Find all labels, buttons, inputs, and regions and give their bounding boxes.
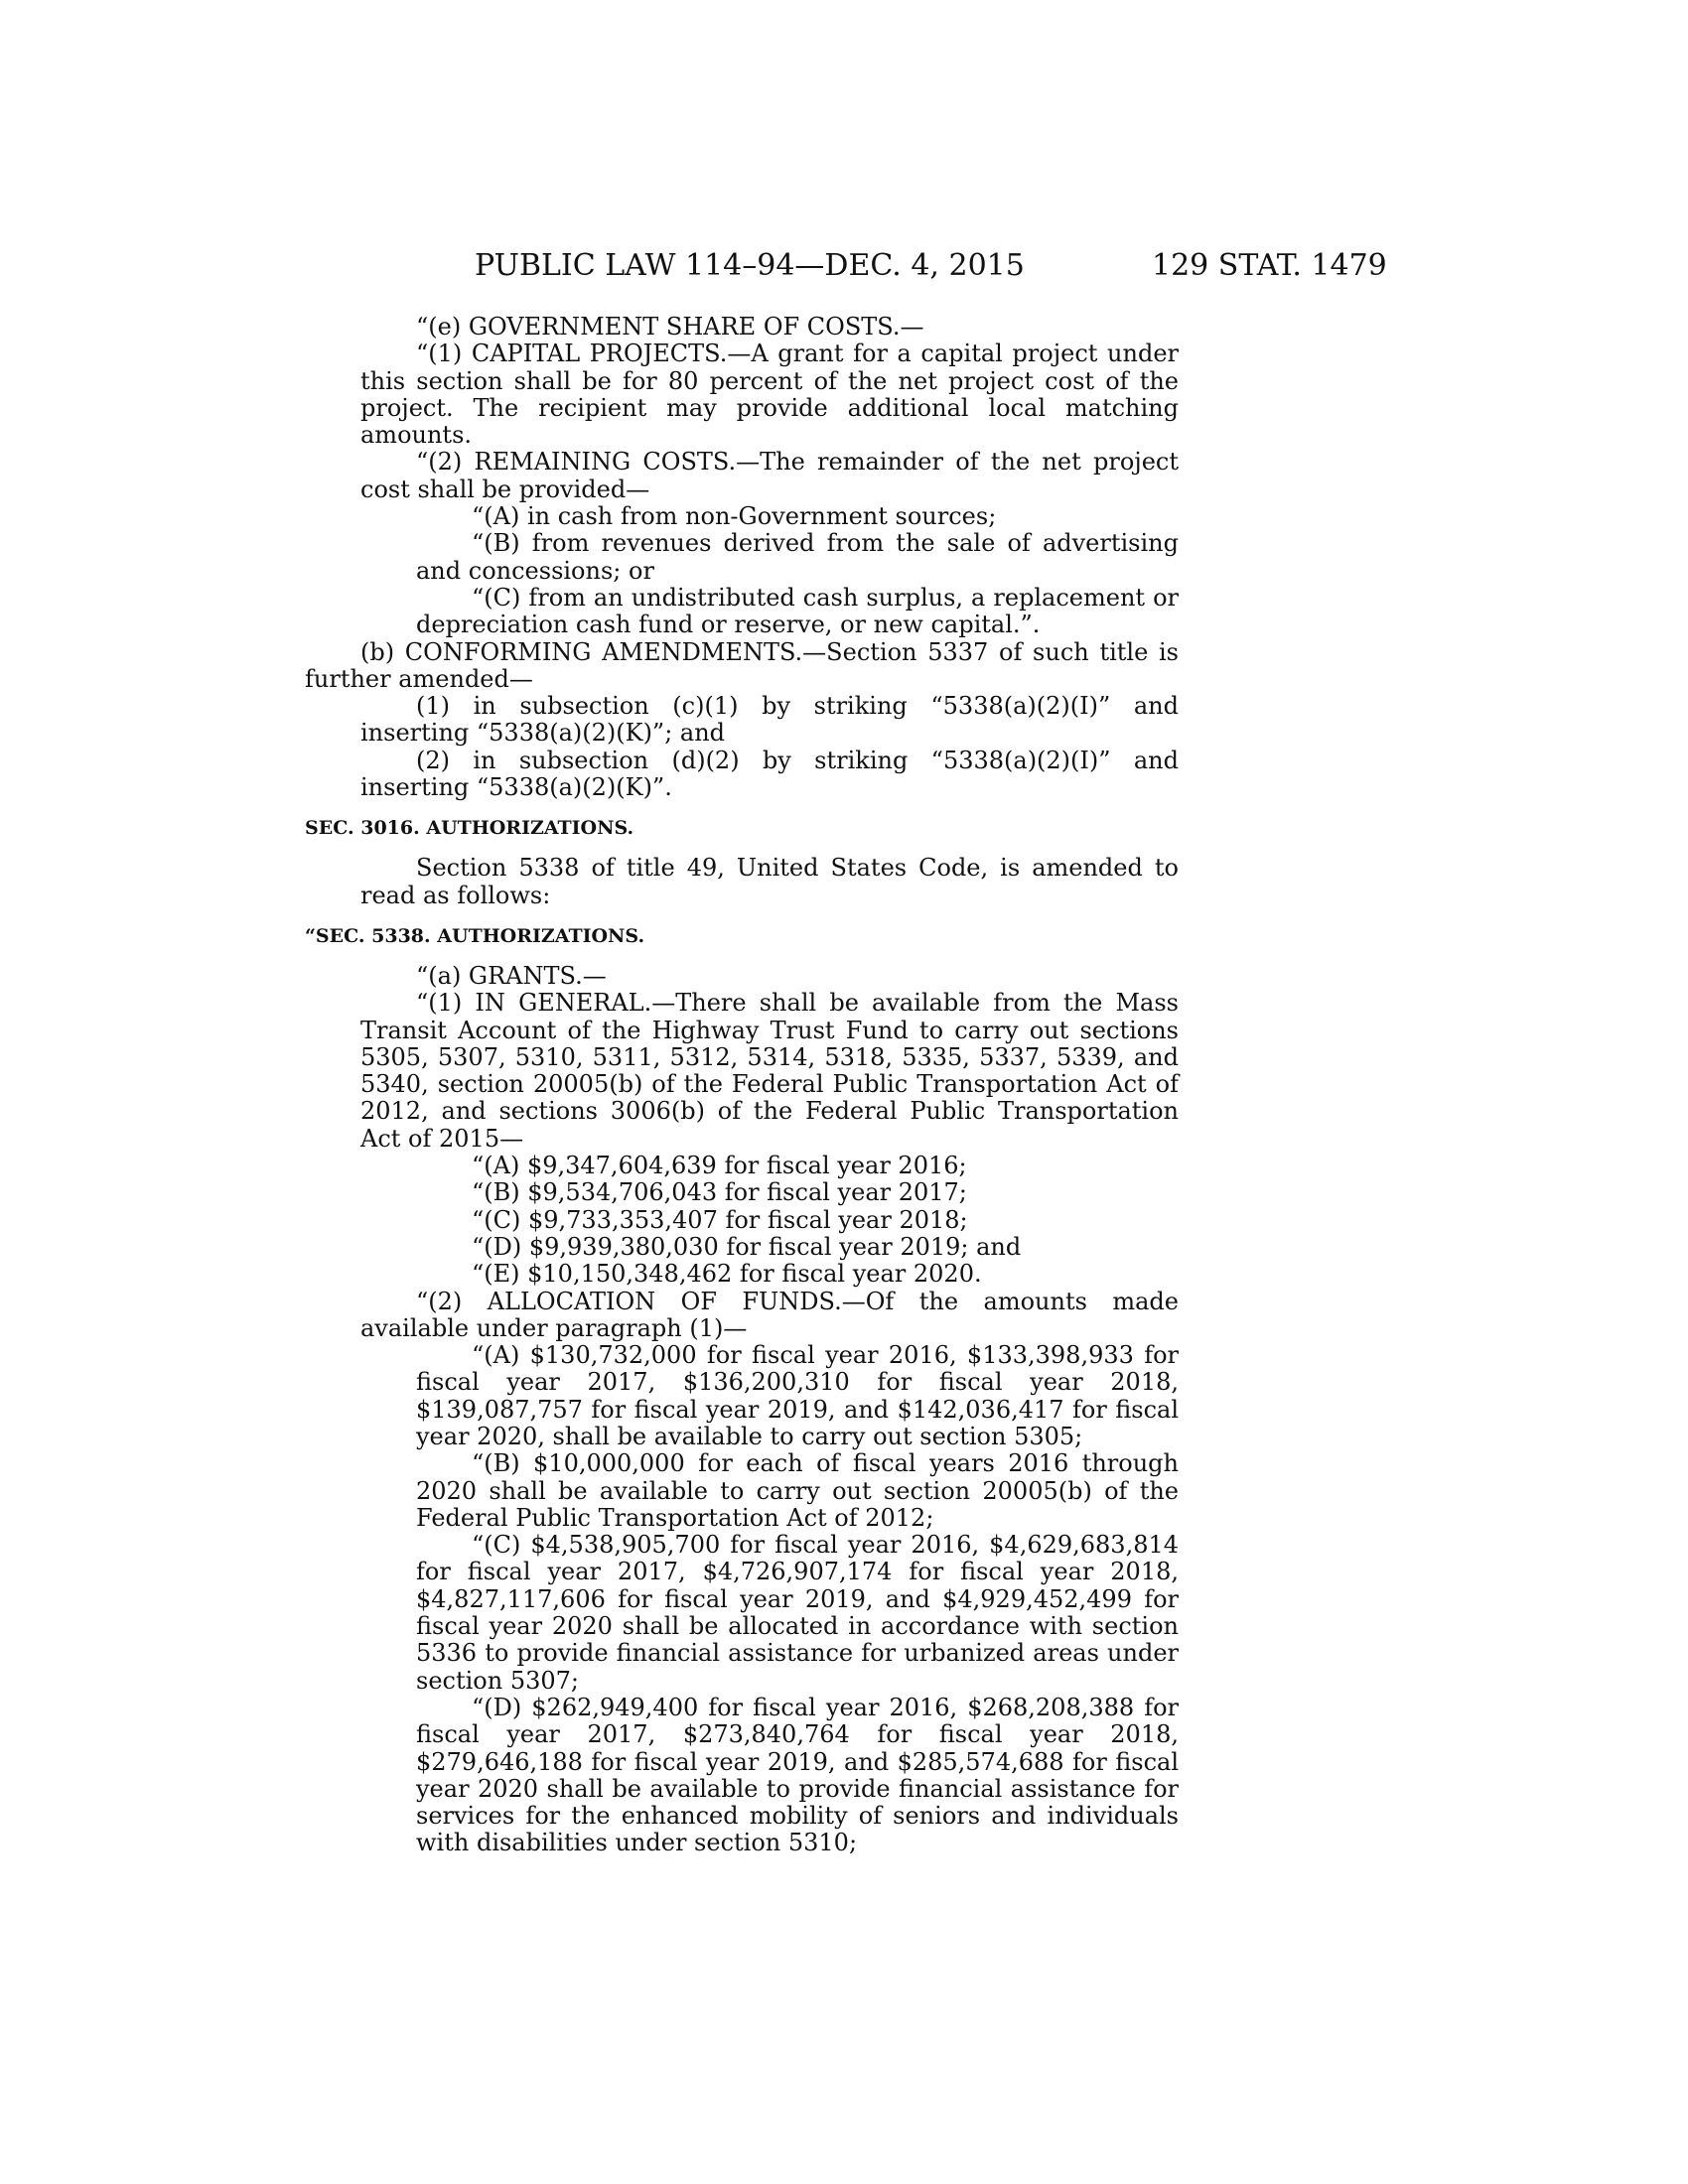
paragraph-a1c: “(C) $9,733,353,407 for fiscal year 2018; (472, 1205, 968, 1234)
paragraph-a2b: “(B) $10,000,000 for each of fiscal years 2016 through 2020 shall be available to carry out section 20005(b) of the Federal Public Transportation Act of 2012; (416, 1449, 1179, 1532)
paragraph-e2-remaining-costs: “(2) REMAINING COSTS.—The remainder of the net project cost shall be provided— (360, 448, 1179, 503)
paragraph-a1-in-general: “(1) IN GENERAL.—There shall be available from the Mass Transit Account of the Highway Trust Fund to carry out sections 5305, 5307, 5310, 5311, 5312, 5314, 5318, 5335, 5337, 5339, and 5340, section 20005(b) of the Federal Public Transportation Act of 2012, and sections 3006(b) of the Federal Public Transportation Act of 2015— (360, 989, 1179, 1153)
paragraph-e-heading: “(e) GOVERNMENT SHARE OF COSTS.— (416, 313, 924, 341)
paragraph-e2c: “(C) from an undistributed cash surplus, a replacement or depreciation cash fund or reserve, or new capital.”. (416, 583, 1179, 639)
paragraph-a-grants: “(a) GRANTS.— (416, 961, 607, 990)
running-head-title: PUBLIC LAW 114–94—DEC. 4, 2015 (475, 248, 1025, 283)
document-body (305, 314, 1179, 1857)
paragraph-e2b: “(B) from revenues derived from the sale of advertising and concessions; or (416, 529, 1179, 585)
paragraph-b-conforming: (b) CONFORMING AMENDMENTS.—Section 5337 of such title is further amended— (305, 637, 1179, 693)
paragraph-a2c: “(C) $4,538,905,700 for fiscal year 2016, $4,629,683,814 for fiscal year 2017, $4,726,907,174 for fiscal year 2018, $4,827,117,606 for fiscal year 2019, and $4,929,452,499 for fiscal year 2020 shall be allocated in accordance with section 5336 to provide financial assistance for urbanized areas under section 5307; (416, 1531, 1179, 1695)
paragraph-b2: (2) in subsection (d)(2) by striking “5338(a)(2)(I)” and inserting “5338(a)(2)(K)”. (360, 746, 1179, 802)
paragraph-a1d: “(D) $9,939,380,030 for fiscal year 2019; and (472, 1232, 1022, 1261)
paragraph-section-5338-intro: Section 5338 of title 49, United States Code, is amended to read as follows: (360, 854, 1179, 909)
paragraph-a1b: “(B) $9,534,706,043 for fiscal year 2017; (472, 1178, 967, 1207)
paragraph-a2d: “(D) $262,949,400 for fiscal year 2016, $268,208,388 for fiscal year 2017, $273,840,764 for fiscal year 2018, $279,646,188 for fiscal year 2019, and $285,574,688 for fiscal year 2020 shall be available to provide financial assistance for services for the enhanced mobility of seniors and individuals with disabilities under section 5310; (416, 1693, 1179, 1857)
section-heading-3016: SEC. 3016. AUTHORIZATIONS. (305, 817, 634, 840)
paragraph-e1-capital-projects: “(1) CAPITAL PROJECTS.—A grant for a capital project under this section shall be for 80 percent of the net project cost of the project. The recipient may provide additional local matching amounts. (360, 340, 1179, 450)
paragraph-e2a: “(A) in cash from non-Government sources; (472, 502, 997, 531)
page-number: 129 STAT. 1479 (1152, 248, 1387, 283)
paragraph-a2a: “(A) $130,732,000 for fiscal year 2016, $133,398,933 for fiscal year 2017, $136,200,310 for fiscal year 2018, $139,087,757 for fiscal year 2019, and $142,036,417 for fiscal year 2020, shall be available to carry out section 5305; (416, 1341, 1179, 1450)
page-header (0, 246, 1688, 286)
paragraph-b1: (1) in subsection (c)(1) by striking “5338(a)(2)(I)” and inserting “5338(a)(2)(K)”; and (360, 692, 1179, 748)
paragraph-a1a: “(A) $9,347,604,639 for fiscal year 2016; (472, 1152, 967, 1180)
paragraph-a2-allocation: “(2) ALLOCATION OF FUNDS.—Of the amounts made available under paragraph (1)— (360, 1287, 1179, 1342)
paragraph-a1e: “(E) $10,150,348,462 for fiscal year 2020. (472, 1260, 982, 1289)
section-heading-5338: “SEC. 5338. AUTHORIZATIONS. (305, 924, 645, 947)
